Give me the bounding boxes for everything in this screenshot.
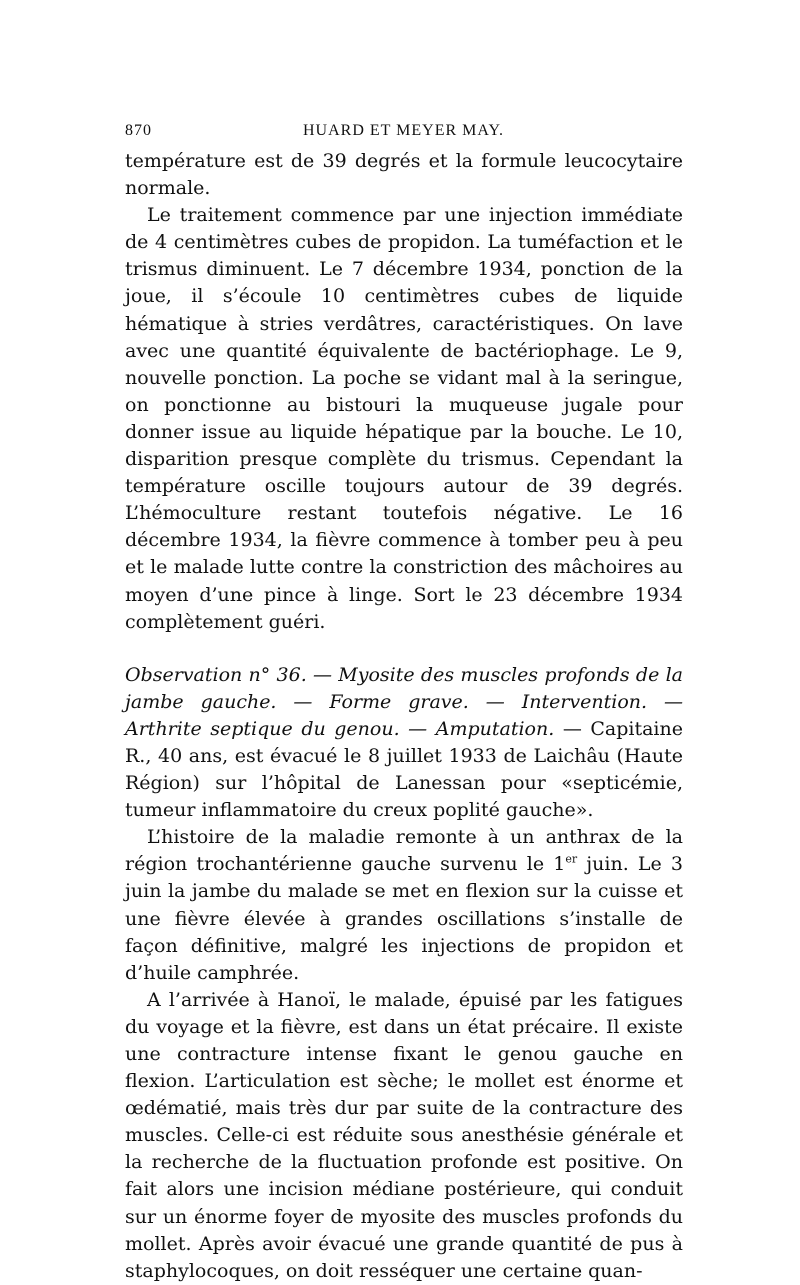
observation-paragraph [125, 662, 683, 825]
ordinal-superscript: er [565, 853, 578, 867]
history-text-end: juin. Le 3 juin la jambe du malade se met en flexion sur la cuisse et une fièvre élevée à grandes oscillations s’installe de façon définitive, malgré les injections de propidon et d’huile camphrée. [125, 853, 683, 984]
page-number: 870 [125, 122, 152, 139]
paragraph-arrival: A l’arrivée à Hanoï, le malade, épuisé par les fatigues du voyage et la fièvre, est dans un état précaire. Il existe une contracture intense fixant le genou gauche en flexion. L’articulation est sèche; le mollet est énorme et œdématié, mais très dur par suite de la contracture des muscles. Celle-ci est réduite sous anesthésie générale et la recherche de la fluctuation profonde est positive. On fait alors une incision médiane postérieure, qui conduit sur un énorme foyer de myosite des muscles profonds du mollet. Après avoir évacué une grande quantité de pus à staphylocoques, on doit resséquer une certaine quan- [125, 988, 683, 1282]
page [125, 118, 683, 1285]
paragraph-continuation: température est de 39 degrés et la formule leucocytaire normale. [125, 150, 683, 200]
paragraph-treatment: Le traitement commence par une injection immédiate de 4 centimètres cubes de propidon. La tuméfaction et le trismus diminuent. Le 7 décembre 1934, ponction de la joue, il s’écoule 10 centimètres cubes de liquide hématique à stries verdâtres, caractéristiques. On lave avec une quantité équivalente de bactériophage. Le 9, nouvelle ponction. La poche se vidant mal à la seringue, on ponctionne au bistouri la muqueuse jugale pour donner issue au liquide hépatique par la bouche. Le 10, disparition presque complète du trismus. Cependant la température oscille toujours autour de 39 degrés. L’hémoculture restant toutefois négative. Le 16 décembre 1934, la fièvre commence à tomber peu à peu et le malade lutte contre la constriction des mâchoires au moyen d’une pince à linge. Sort le 23 décembre 1934 complètement guéri. [125, 204, 683, 633]
observation-heading: Observation n° 36. — Myosite des muscles profonds de la jambe gauche. — Forme grave. — Intervention. — Arthrite septique du genou. — Amputation. [125, 663, 683, 740]
observation-text: — Capitaine R., 40 ans, est évacué le 8 juillet 1933 de Laichâu (Haute Région) sur l’hôpital de Lanessan pour «septicémie, tumeur inflammatoire du creux poplité gauche». [125, 717, 683, 822]
history-text-start: L’histoire de la maladie remonte à un anthrax de la région trochantérienne gauche survenu le 1 [125, 826, 683, 876]
running-head [125, 118, 683, 148]
paragraph-history [125, 824, 683, 987]
section-gap [125, 636, 683, 662]
running-title: HUARD ET MEYER MAY. [303, 122, 504, 139]
